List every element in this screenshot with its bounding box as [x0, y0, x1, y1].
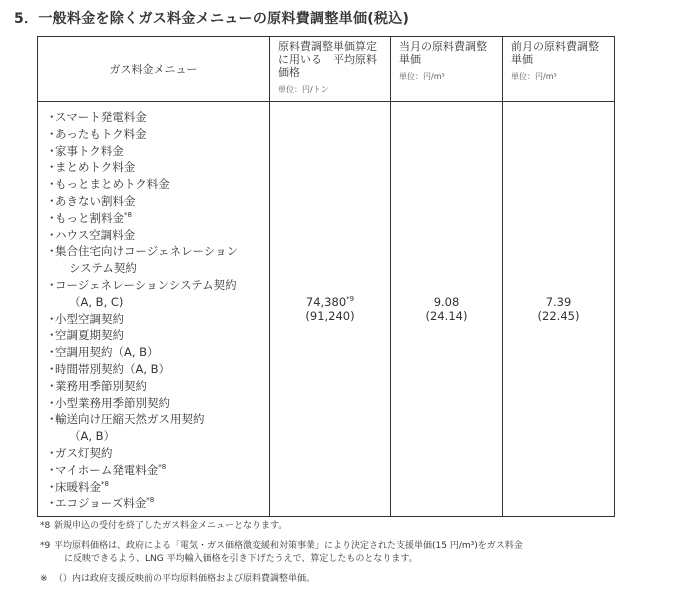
list-item	[46, 109, 269, 126]
bullet-mark: ・	[46, 110, 58, 124]
list-item	[46, 176, 269, 193]
menu-item-label: 集合住宅向けコージェネレーション	[55, 244, 239, 259]
menu-item-label: マイホーム発電料金	[55, 462, 159, 477]
footnote-mark: *8	[146, 496, 155, 505]
bullet-mark: ・	[46, 345, 58, 360]
menu-item-continuation: （A, B, C)	[69, 294, 124, 309]
bullet-mark: ・	[46, 311, 58, 326]
menu-item-label: 業務用季節別契約	[55, 378, 147, 393]
header-previous	[503, 37, 615, 102]
menu-item-continuation: システム契約	[69, 261, 137, 276]
bullet-mark: ・	[46, 210, 58, 225]
menu-item-label: あきない割料金	[55, 193, 136, 208]
bullet-mark: ・	[46, 277, 58, 292]
footnote-text: 平均原料価格は、政府による「電気・ガス価格激変緩和対策事業」により決定された支援単価(15 円/m³)をガス料金	[54, 541, 523, 551]
bullet-mark: ・	[46, 143, 58, 158]
footnotes	[40, 520, 523, 593]
menu-item-label: 輸送向け圧縮天然ガス用契約	[55, 412, 205, 427]
header-avg-price	[270, 37, 391, 102]
list-item	[46, 361, 269, 378]
avg-price-footnote-mark: *9	[346, 295, 355, 304]
menu-item-label: あったもトク料金	[55, 126, 147, 141]
bullet-mark: ・	[46, 193, 58, 208]
list-item	[46, 243, 269, 277]
menu-item-label: コージェネレーションシステム契約	[55, 277, 237, 292]
header-current-unit: 単位：円/m³	[399, 72, 445, 81]
current-price-value: 9.08	[433, 295, 460, 310]
menu-item-label: まとめトク料金	[55, 160, 136, 175]
menu-item-continuation: （A, B）	[69, 429, 116, 444]
list-item	[46, 143, 269, 160]
header-previous-label: 前月の原料費調整単価	[511, 40, 599, 66]
header-menu: ガス料金メニュー	[38, 37, 270, 102]
previous-price-cell	[503, 102, 615, 517]
bullet-mark: ・	[46, 412, 58, 427]
menu-item-label: エコジョーズ料金	[55, 496, 147, 511]
footnote-text: （）内は政府支援反映前の平均原料価格および原料費調整単価。	[54, 574, 316, 584]
menu-item-label: ハウス空調料金	[55, 227, 136, 242]
bullet-mark: ・	[46, 496, 58, 511]
footnote-mark: *8	[101, 479, 109, 488]
bullet-mark: ・	[46, 160, 58, 175]
bullet-mark: ・	[46, 378, 58, 393]
current-price-cell	[391, 102, 503, 517]
previous-price-value: 7.39	[545, 295, 572, 310]
bullet-mark: ・	[46, 395, 58, 410]
table-header-row	[38, 37, 615, 102]
footnote-item	[40, 540, 523, 566]
footnote-mark: *8	[158, 462, 167, 471]
bullet-mark: ・	[46, 244, 58, 259]
list-item	[46, 462, 269, 479]
menu-item-label: もっとまとめトク料金	[55, 177, 170, 192]
menu-item-label: 時間帯別契約（A, B）	[55, 361, 171, 376]
list-item	[46, 277, 269, 311]
section-title: 5．一般料金を除くガス料金メニューの原料費調整単価(税込)	[14, 11, 410, 27]
header-current-label: 当月の原料費調整単価	[399, 40, 487, 66]
previous-price-paren: (22.45)	[537, 309, 580, 324]
menu-item-label: 床暖料金	[55, 479, 101, 494]
bullet-mark: ・	[46, 462, 58, 477]
bullet-mark: ・	[46, 227, 58, 242]
footnote-text-continuation: に反映できるよう、LNG 平均輸入価格を引き下げたうえで、算定したものとなります。	[64, 554, 418, 564]
header-avg-price-unit: 単位：円/トン	[278, 85, 329, 94]
list-item	[46, 159, 269, 176]
menu-item-label: 小型空調契約	[55, 311, 124, 326]
bullet-mark: ・	[46, 126, 58, 141]
menu-item-label: スマート発電料金	[55, 110, 147, 124]
avg-price-paren: (91,240)	[305, 309, 355, 324]
list-item	[46, 311, 269, 328]
avg-price-value: 74,380	[305, 295, 347, 310]
menu-item-label: もっと割料金	[55, 210, 124, 225]
footnote-marker: *9	[40, 541, 51, 551]
current-price-paren: (24.14)	[425, 309, 468, 324]
menu-item-label: 空調夏期契約	[55, 328, 124, 343]
footnote-item	[40, 573, 523, 586]
bullet-mark: ・	[46, 445, 58, 460]
list-item	[46, 227, 269, 244]
list-item	[46, 193, 269, 210]
list-item	[46, 495, 269, 512]
adjustment-price-table	[37, 36, 615, 517]
menu-item-label: 小型業務用季節別契約	[55, 395, 170, 410]
avg-price-cell	[270, 102, 391, 517]
footnote-item	[40, 520, 523, 533]
menu-item-label: 空調用契約（A, B）	[55, 345, 159, 360]
footnote-marker: ※	[40, 574, 48, 584]
bullet-mark: ・	[46, 479, 58, 494]
footnote-marker: *8	[40, 521, 51, 531]
menu-list	[38, 102, 269, 516]
header-current	[391, 37, 503, 102]
list-item	[46, 327, 269, 344]
list-item	[46, 479, 269, 496]
list-item	[46, 411, 269, 445]
header-avg-price-label: 原料費調整単価算定に用いる 平均原料価格	[278, 40, 377, 79]
list-item	[46, 445, 269, 462]
footnote-text: 新規申込の受付を終了したガス料金メニューとなります。	[54, 521, 288, 531]
table-body-row	[38, 102, 615, 517]
list-item	[46, 344, 269, 361]
menu-item-label: 家事トク料金	[55, 143, 124, 158]
list-item	[46, 126, 269, 143]
bullet-mark: ・	[46, 328, 58, 343]
bullet-mark: ・	[46, 177, 58, 192]
list-item	[46, 395, 269, 412]
list-item	[46, 210, 269, 227]
header-previous-unit: 単位：円/m³	[511, 72, 557, 81]
footnote-mark: *8	[124, 210, 132, 219]
menu-item-label: ガス灯契約	[55, 445, 113, 460]
list-item	[46, 378, 269, 395]
bullet-mark: ・	[46, 361, 58, 376]
menu-list-cell	[38, 102, 270, 517]
